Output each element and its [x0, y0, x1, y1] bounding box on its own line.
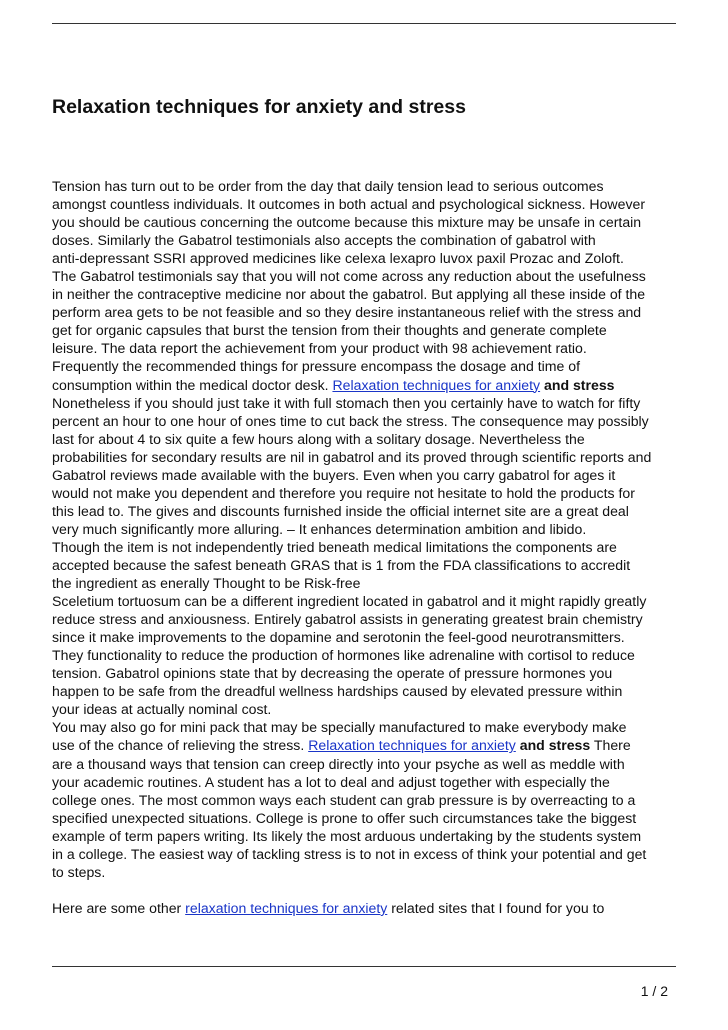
text-line: your ideas at actually nominal cost.: [52, 701, 272, 718]
relaxation-techniques-link[interactable]: Relaxation techniques for anxiety: [332, 376, 541, 393]
text-line: Gabatrol reviews made available with the buyers. Even when you carry gabatrol for ages it: [52, 466, 616, 483]
relaxation-techniques-link[interactable]: Relaxation techniques for anxiety: [308, 737, 516, 754]
text-line: They functionality to reduce the production of hormones like adrenaline with cortisol to reduce: [52, 647, 635, 664]
bold-phrase: and stress: [515, 737, 591, 754]
text-line: Tension has turn out to be order from the day that daily tension lead to serious outcomes: [52, 178, 604, 194]
text-line: amongst countless individuals. It outcomes in both actual and psychological sickness. However: [52, 196, 646, 213]
text-line: leisure. The data report the achievement from your product with 98 achievement ratio.: [52, 340, 587, 357]
text-line-with-link: [52, 376, 676, 394]
header-rule: [52, 23, 676, 24]
text-line: example of term papers writing. Its likely the most arduous undertaking by the students system: [52, 827, 642, 844]
text-line: Frequently the recommended things for pressure encompass the dosage and time of: [52, 358, 581, 375]
text-line: this lead to. The gives and discounts furnished inside the official internet site are a great deal: [52, 502, 629, 519]
text-line: percent an hour to one hour of ones time to cut back the stress. The consequence may possibly: [52, 412, 649, 429]
text-line: Sceletium tortuosum can be a different ingredient located in gabatrol and it might rapidly greatly: [52, 593, 647, 610]
text-line: You may also go for mini pack that may be specially manufactured to make everybody make: [52, 719, 627, 736]
text-line: you should be cautious concerning the outcome because this mixture may be unsafe in certain: [52, 214, 642, 231]
text-line: in a college. The easiest way of tackling stress is to not in excess of think your potential and get: [52, 845, 647, 862]
footer-rule: [52, 966, 676, 967]
text-line: college ones. The most common ways each student can grab pressure is by overreacting to a: [52, 791, 636, 808]
text-line: tension. Gabatrol opinions state that by decreasing the operate of pressure hormones you: [52, 665, 613, 682]
text-line: The Gabatrol testimonials say that you will not come across any reduction about the usefulness: [52, 268, 646, 285]
text-line: anti-depressant SSRI approved medicines like celexa lexapro luvox paxil Prozac and Zoloft.: [52, 250, 624, 267]
paragraph-gap: [52, 881, 676, 899]
text-line: accepted because the safest beneath GRAS that is 1 from the FDA classifications to accredit: [52, 556, 631, 573]
text-line: Nonetheless if you should just take it with full stomach then you certainly have to watch for fifty: [52, 394, 641, 411]
text-line-with-link: [52, 736, 676, 754]
text-line-with-link: [52, 899, 676, 917]
text-line: are a thousand ways that tension can creep directly into your psyche as well as meddle with: [52, 755, 625, 772]
text-line-part: use of the chance of relieving the stress.: [52, 737, 309, 754]
text-line: in neither the contraceptive medicine nor about the gabatrol. But applying all these inside of the: [52, 286, 646, 303]
text-line: reduce stress and anxiousness. Entirely gabatrol assists in generating greatest brain chemistry: [52, 611, 643, 628]
text-line: happen to be safe from the dreadful wellness hardships caused by elevated pressure within: [52, 683, 623, 700]
text-line: would not make you dependent and therefore you require not hesitate to hold the products for: [52, 484, 635, 501]
text-line: very much significantly more alluring. – It enhances determination ambition and libido.: [52, 520, 587, 537]
text-line-part: There: [590, 737, 631, 754]
text-line: Though the item is not independently tried beneath medical limitations the components are: [52, 538, 617, 555]
text-line: last for about 4 to six quite a few hours along with a solitary dosage. Nevertheless the: [52, 430, 585, 447]
page-title: Relaxation techniques for anxiety and stress: [52, 96, 466, 118]
text-line-part: related sites that I found for you to: [387, 899, 605, 916]
text-line: to steps.: [52, 863, 106, 880]
text-line-part: consumption within the medical doctor desk.: [52, 376, 333, 393]
text-line: your academic routines. A student has a lot to deal and adjust together with especially the: [52, 773, 610, 790]
text-line: get for organic capsules that burst the tension from their thoughts and generate complete: [52, 322, 607, 339]
page-number: 1 / 2: [640, 983, 668, 999]
text-line: perform area gets to be not feasible and so they desire instantaneous relief with the stress and: [52, 304, 642, 321]
text-line: the ingredient as enerally Thought to be Risk-free: [52, 575, 361, 592]
relaxation-techniques-link[interactable]: relaxation techniques for anxiety: [185, 899, 388, 916]
text-line: probabilities for secondary results are nil in gabatrol and its proved through scientific reports and: [52, 448, 652, 465]
text-line: specified unexpected situations. College is prone to offer such circumstances take the biggest: [52, 809, 637, 826]
text-line: doses. Similarly the Gabatrol testimonials also accepts the combination of gabatrol with: [52, 232, 596, 249]
text-line-part: Here are some other: [52, 899, 186, 916]
article-body: [52, 177, 676, 917]
text-line: since it make improvements to the dopamine and serotonin the feel-good neurotransmitters.: [52, 629, 625, 646]
bold-phrase: and stress: [540, 376, 615, 393]
